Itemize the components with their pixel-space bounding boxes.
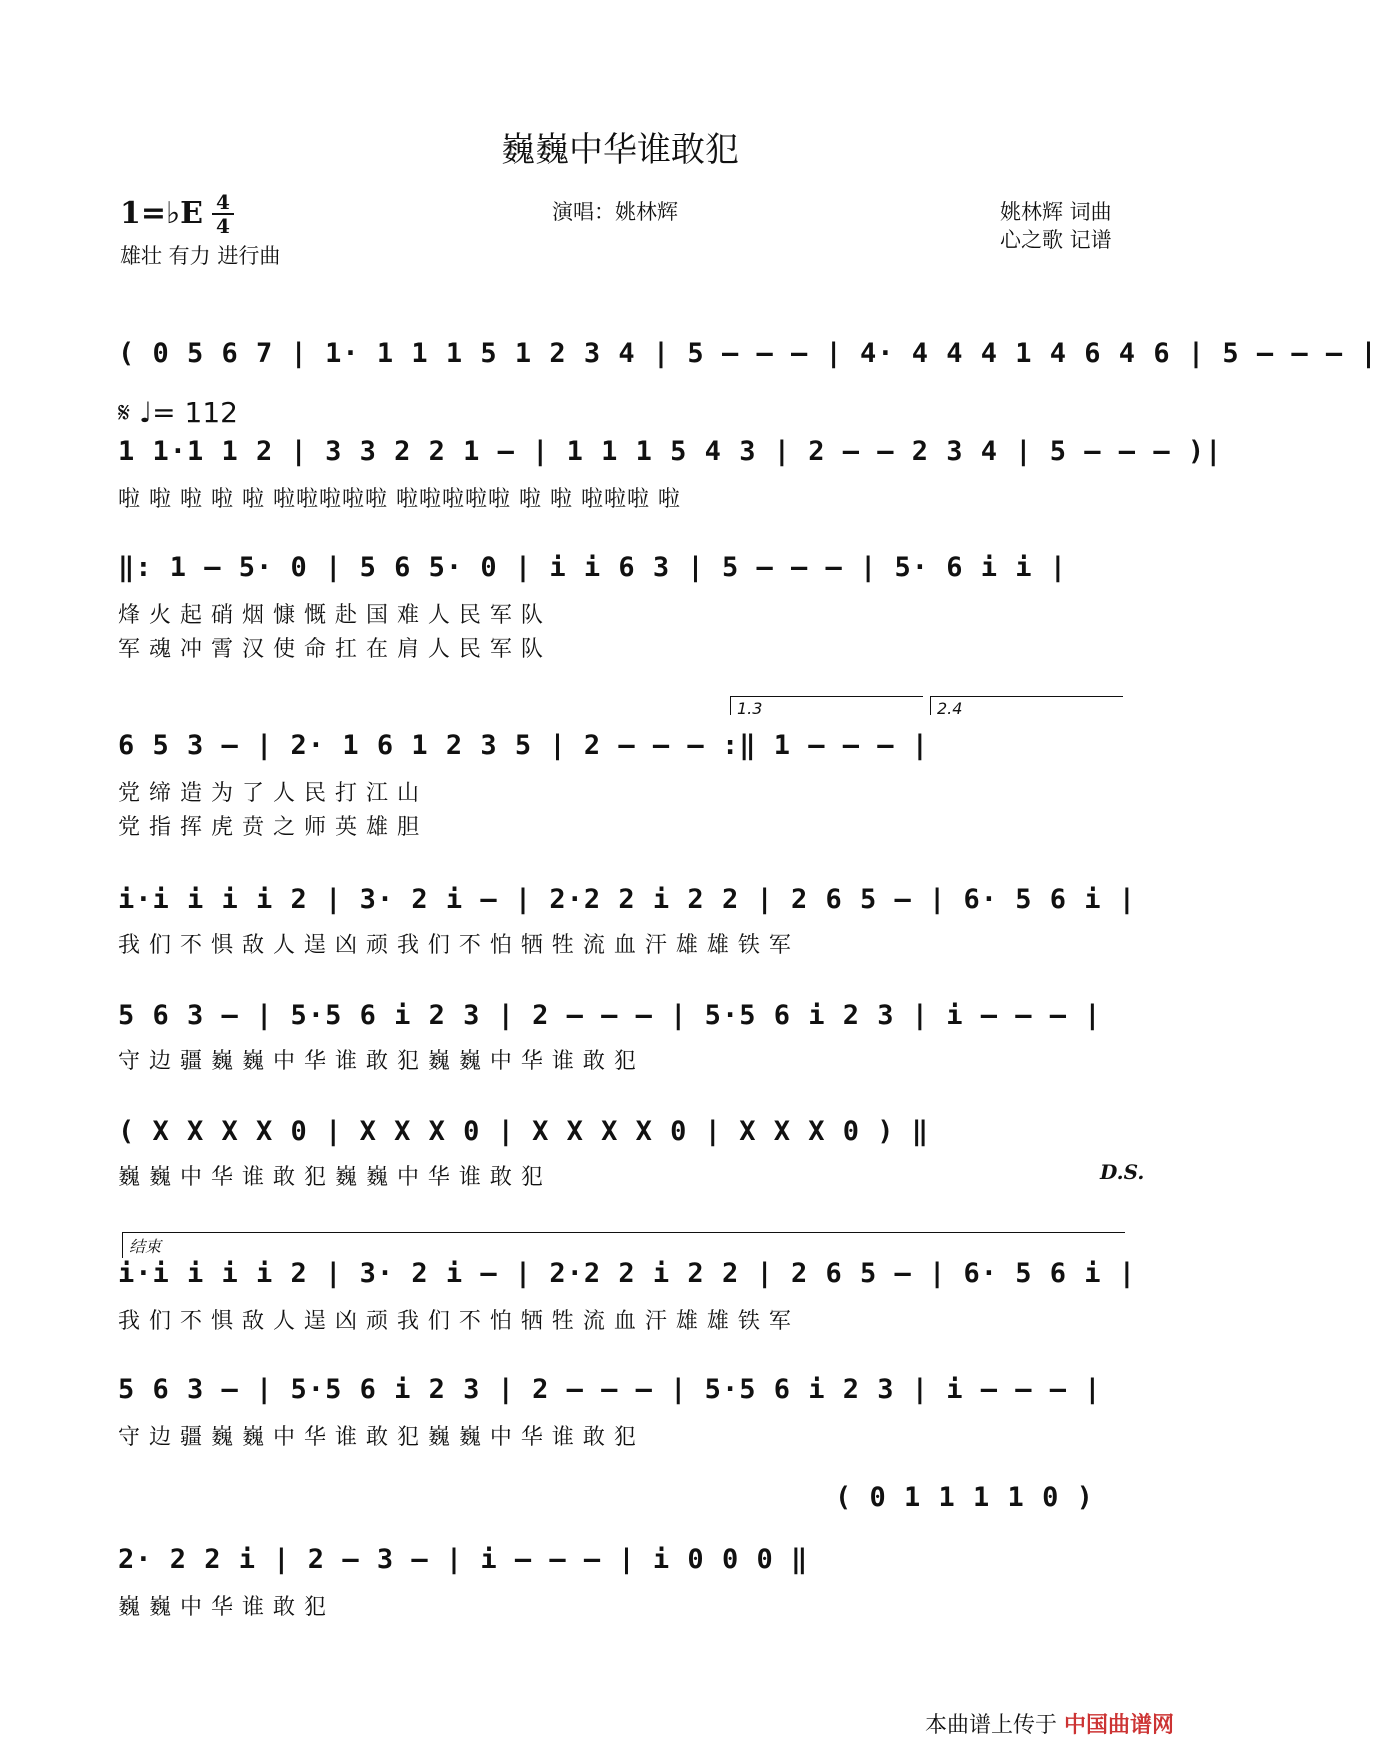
lyrics-line-2: 啦 啦 啦 啦 啦 啦啦啦啦啦 啦啦啦啦啦 啦 啦 啦啦啦 啦 — [118, 487, 681, 512]
footer — [925, 1708, 1174, 1739]
credit-lyrics-music: 姚林辉 词曲 — [1000, 200, 1112, 224]
lyrics-line-3b: 军 魂 冲 霄 汉 使 命 扛 在 肩 人 民 军 队 — [118, 637, 544, 662]
ending-label: 结束 — [122, 1232, 1125, 1258]
score-line-2: 1 1·1 1 2 | 3 3 2 2 1 – | 1 1 1 5 4 3 | 2 – – 2 3 4 | 5 – – – )| — [118, 436, 1223, 467]
lyrics-line-9: 守 边 疆 巍 巍 中 华 谁 敢 犯 巍 巍 中 华 谁 敢 犯 — [118, 1425, 637, 1450]
key-signature: 1=♭E — [120, 196, 204, 231]
credit-transcriber: 心之歌 记谱 — [1000, 228, 1112, 252]
lyrics-line-8: 我 们 不 惧 敌 人 逞 凶 顽 我 们 不 怕 牺 牲 流 血 汗 雄 雄 铁 军 — [118, 1309, 792, 1334]
page-title: 巍巍中华谁敢犯 — [501, 130, 739, 170]
score-line-3: ‖: 1 – 5· 0 | 5 6 5· 0 | i i 6 3 | 5 – – – | 5· 6 i i | — [118, 552, 1068, 583]
lyrics-line-6: 守 边 疆 巍 巍 中 华 谁 敢 犯 巍 巍 中 华 谁 敢 犯 — [118, 1049, 637, 1074]
ds-marking: D.S. — [1100, 1160, 1145, 1184]
time-signature — [212, 192, 234, 236]
volta-1: 1.3 — [730, 696, 923, 715]
score-line-8: i·i i i i 2 | 3· 2 i – | 2·2 2 i 2 2 | 2 6 5 – | 6· 5 6 i | — [118, 1258, 1137, 1289]
score-line-10: 2· 2 2 i | 2 – 3 – | i – – – | i 0 0 0 ‖ — [118, 1544, 809, 1575]
score-accompaniment: ( 0 1 1 1 1 0 ) — [835, 1482, 1094, 1513]
lyrics-line-3a: 烽 火 起 硝 烟 慷 慨 赴 国 难 人 民 军 队 — [118, 603, 544, 628]
score-line-7: ( X X X X 0 | X X X 0 | X X X X 0 | X X X 0 ) ‖ — [118, 1116, 930, 1147]
style-marking: 雄壮 有力 进行曲 — [120, 244, 281, 268]
footer-text: 本曲谱上传于 — [925, 1713, 1058, 1738]
lyrics-line-4b: 党 指 挥 虎 贲 之 师 英 雄 胆 — [118, 815, 420, 840]
volta-2: 2.4 — [930, 696, 1123, 715]
score-line-1: ( 0 5 6 7 | 1· 1 1 1 5 1 2 3 4 | 5 – – – | 4· 4 4 4 1 4 6 4 6 | 5 – – – | — [118, 338, 1378, 369]
score-line-5: i·i i i i 2 | 3· 2 i – | 2·2 2 i 2 2 | 2 6 5 – | 6· 5 6 i | — [118, 884, 1137, 915]
site-logo: 中国曲谱网 — [1064, 1713, 1175, 1738]
tempo-marking: 𝄋 ♩= 112 — [118, 396, 238, 429]
lyrics-line-4a: 党 缔 造 为 了 人 民 打 江 山 — [118, 781, 420, 806]
lyrics-line-5: 我 们 不 惧 敌 人 逞 凶 顽 我 们 不 怕 牺 牲 流 血 汗 雄 雄 铁 军 — [118, 933, 792, 958]
singer: 演唱：姚林辉 — [552, 200, 678, 224]
score-line-4: 6 5 3 – | 2· 1 6 1 2 3 5 | 2 – – – :‖ 1 – – – | — [118, 730, 930, 761]
lyrics-line-10: 巍 巍 中 华 谁 敢 犯 — [118, 1595, 327, 1620]
lyrics-line-7: 巍 巍 中 华 谁 敢 犯 巍 巍 中 华 谁 敢 犯 — [118, 1165, 544, 1190]
time-bottom: 4 — [216, 214, 230, 238]
score-line-9: 5 6 3 – | 5·5 6 i 2 3 | 2 – – – | 5·5 6 i 2 3 | i – – – | — [118, 1374, 1102, 1405]
time-top: 4 — [216, 190, 230, 214]
score-line-6: 5 6 3 – | 5·5 6 i 2 3 | 2 – – – | 5·5 6 i 2 3 | i – – – | — [118, 1000, 1102, 1031]
